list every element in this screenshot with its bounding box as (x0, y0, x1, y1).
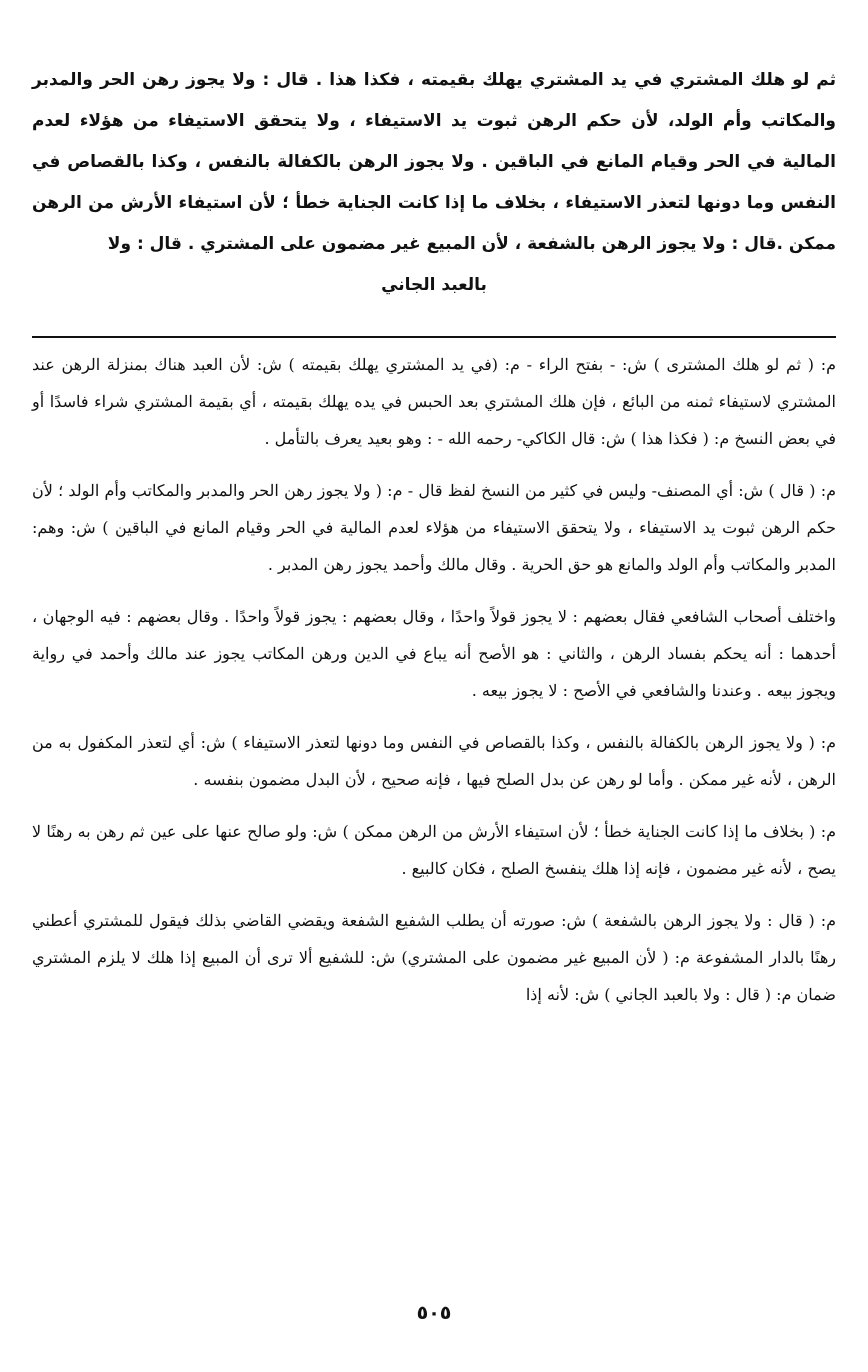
main-text-last-line: بالعبد الجاني (381, 275, 487, 295)
main-text-paragraph: ثم لو هلك المشتري في يد المشتري يهلك بقيمته ، فكذا هذا . قال : ولا يجوز رهن الحر والمدبر والمكاتب وأم الولد، لأن حكم الرهن ثبوت يد الاستيفاء ، ولا يتحقق الاستيفاء من هؤلاء لعدم المالية في الحر وقيام المانع في الباقين . ولا يجوز الرهن بالكفالة بالنفس ، وكذا بالقصاص في النفس وما دونها لتعذر الاستيفاء ، بخلاف ما إذا كانت الجناية خطأ ؛ لأن استيفاء الأرش من الرهن ممكن .قال : ولا يجوز الرهن بالشفعة ، لأن المبيع غير مضمون على المشتري . قال : ولا (32, 70, 836, 254)
commentary-paragraph: م: ( قال : ولا يجوز الرهن بالشفعة ) ش: صورته أن يطلب الشفيع الشفعة ويقضي القاضي بذلك فيقول للمشتري أعطني رهنًا بالدار المشفوعة م: ( لأن المبيع غير مضمون على المشتري) ش: للشفيع ألا ترى أن المبيع إذا هلك لا يلزم المشتري ضمان م: ( قال : ولا بالعبد الجاني ) ش: لأنه إذا (32, 911, 836, 1004)
commentary-paragraph: م: ( قال ) ش: أي المصنف- وليس في كثير من النسخ لفظ قال - م: ( ولا يجوز رهن الحر والمدبر والمكاتب وأم الولد ؛ لأن حكم الرهن ثبوت يد الاستيفاء ، ولا يتحقق الاستيفاء من هؤلاء لعدم المالية في الحر وقيام المانع في الباقين ) ش: وهم: المدبر والمكاتب وأم الولد والمانع هو حق الحرية . وقال مالك وأحمد يجوز رهن المدبر . (32, 481, 836, 574)
book-page (32, 60, 836, 1028)
commentary-paragraph: م: ( ولا يجوز الرهن بالكفالة بالنفس ، وكذا بالقصاص في النفس وما دونها لتعذر الاستيفاء ) ش: أي لتعذر المكفول به من الرهن ، لأنه غير ممكن . وأما لو رهن عن بدل الصلح فيها ، فإنه صحيح ، لأن البدل مضمون بنفسه . (32, 733, 836, 789)
main-text-section (32, 60, 836, 306)
commentary-paragraph: واختلف أصحاب الشافعي فقال بعضهم : لا يجوز قولاً واحدًا ، وقال بعضهم : يجوز قولاً واحدًا . وقال بعضهم : فيه الوجهان ، أحدهما : أنه يحكم بفساد الرهن ، والثاني : هو الأصح أنه يباع في الدين ورهن المكاتب يجوز عند مالك وأحمد في رواية ويجوز بيعه . وعندنا والشافعي في الأصح : لا يجوز بيعه . (32, 607, 837, 700)
commentary-paragraph: م: ( ثم لو هلك المشترى ) ش: - بفتح الراء - م: (في يد المشتري يهلك بقيمته ) ش: لأن العبد هناك بمنزلة الرهن عند المشتري لاستيفاء ثمنه من البائع ، فإن هلك المشتري بعد الحبس في يده يهلك بقيمته ، أي بقيمة المشتري شراء فاسدًا أو في بعض النسخ م: ( فكذا هذا ) ش: قال الكاكي- رحمه الله - : وهو بعيد يعرف بالتأمل . (32, 355, 836, 448)
commentary-section (32, 346, 836, 1013)
commentary-paragraph: م: ( بخلاف ما إذا كانت الجناية خطأ ؛ لأن استيفاء الأرش من الرهن ممكن ) ش: ولو صالح عنها على عين ثم رهن به رهنًا لا يصح ، لأنه غير مضمون ، فإنه إذا هلك ينفسخ الصلح ، فكان كالبيع . (32, 822, 836, 878)
page-number: ٥٠٥ (416, 1302, 452, 1324)
footnote-divider (32, 336, 836, 338)
